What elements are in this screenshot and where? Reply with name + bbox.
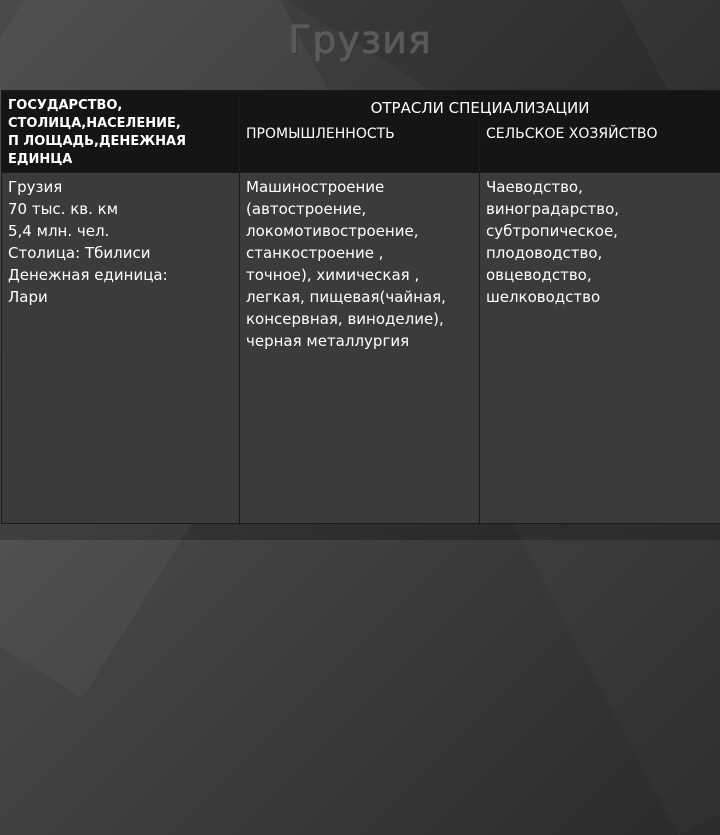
agriculture-cell (480, 173, 720, 524)
industry-line: точное), химическая , (246, 264, 473, 286)
state-info-line: Грузия (8, 176, 233, 198)
industry-line: локомотивостроение, (246, 220, 473, 242)
specialization-table (1, 90, 720, 524)
header-state-line: СТОЛИЦА,НАСЕЛЕНИЕ, (8, 115, 233, 133)
header-agriculture: СЕЛЬСКОЕ ХОЗЯЙСТВО (480, 119, 720, 173)
state-info-cell (2, 173, 240, 524)
slide-title: Грузия (0, 18, 720, 62)
header-industry: ПРОМЫШЛЕННОСТЬ (240, 119, 480, 173)
industry-line: Машиностроение (246, 176, 473, 198)
state-info-line: Столица: Тбилиси (8, 242, 233, 264)
agriculture-line: шелководство (486, 286, 714, 308)
industry-line: консервная, виноделие), (246, 308, 473, 330)
state-info-line: Денежная единица: (8, 264, 233, 286)
agriculture-line: субтропическое, (486, 220, 714, 242)
industry-line: легкая, пищевая(чайная, (246, 286, 473, 308)
header-state-line: ЕДИНЦА (8, 151, 233, 169)
industry-line: черная металлургия (246, 330, 473, 352)
header-specialization: ОТРАСЛИ СПЕЦИАЛИЗАЦИИ (240, 91, 720, 120)
header-state-cell (2, 91, 240, 173)
agriculture-line: Чаеводство, (486, 176, 714, 198)
state-info-line: Лари (8, 286, 233, 308)
industry-cell (240, 173, 480, 524)
state-info-line: 70 тыс. кв. км (8, 198, 233, 220)
industry-line: (автостроение, (246, 198, 473, 220)
header-state-line: П ЛОЩАДЬ,ДЕНЕЖНАЯ (8, 133, 233, 151)
agriculture-line: плодоводство, (486, 242, 714, 264)
state-info-line: 5,4 млн. чел. (8, 220, 233, 242)
agriculture-line: виноградарство, (486, 198, 714, 220)
header-state-line: ГОСУДАРСТВО, (8, 97, 233, 115)
industry-line: станкостроение , (246, 242, 473, 264)
agriculture-line: овцеводство, (486, 264, 714, 286)
